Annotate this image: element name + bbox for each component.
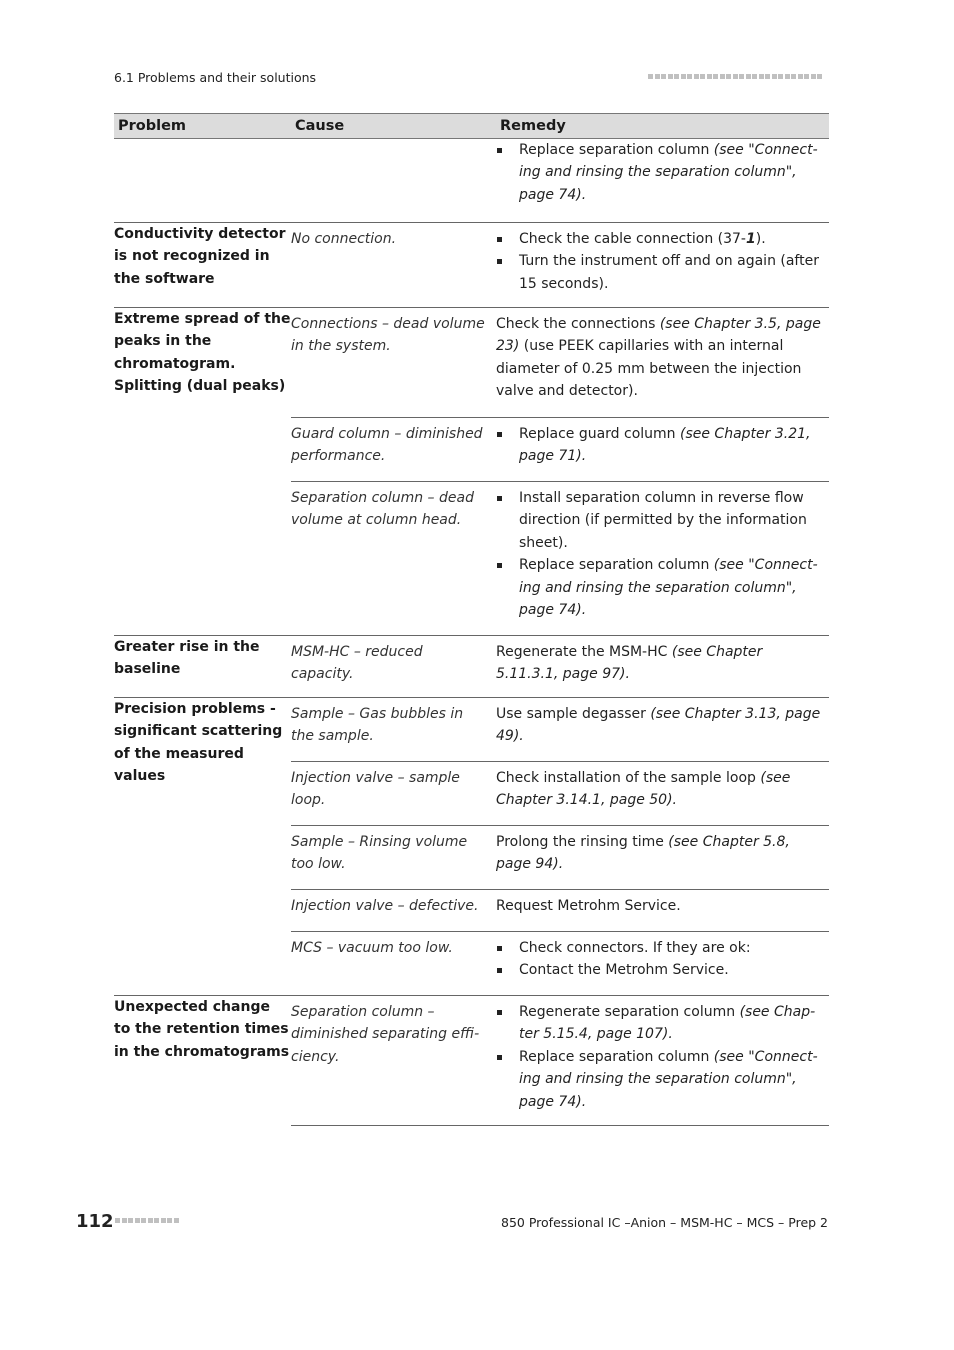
cause-cell: No connection. bbox=[291, 230, 397, 247]
remedy-item: Replace separation column (see "Connecting and rinsing the separation column", page 74). bbox=[496, 554, 825, 622]
running-header: 6.1 Problems and their solutions bbox=[114, 70, 317, 85]
header-decoration-dots bbox=[648, 74, 822, 79]
remedy-item: Contact the Metrohm Service. bbox=[496, 959, 825, 982]
cause-cell: Separation column – dead volume at column head. bbox=[291, 489, 474, 528]
remedy-cell: Regenerate the MSM-HC (see Chapter 5.11.3.1, page 97). bbox=[496, 643, 763, 682]
remedy-cell: Prolong the rinsing time (see Chapter 5.8, page 94). bbox=[496, 833, 790, 872]
problem-cell: Conductivity detector is not recognized in the software bbox=[114, 222, 291, 307]
remedy-item: Check connectors. If they are ok: bbox=[496, 937, 825, 960]
table-row bbox=[114, 307, 829, 635]
problem-cell: Extreme spread of the peaks in the chromatogram. Splitting (dual peaks) bbox=[114, 307, 291, 635]
remedy-cell: Use sample degasser (see Chapter 3.13, page 49). bbox=[496, 705, 821, 744]
table-header-row bbox=[114, 114, 829, 139]
remedy-item: Check the cable connection (37-1). bbox=[496, 228, 825, 251]
remedy-cell: Request Metrohm Service. bbox=[496, 897, 681, 914]
problem-cell: Greater rise in the baseline bbox=[114, 635, 291, 697]
header-cause: Cause bbox=[291, 114, 496, 139]
cause-cell: Separation column – diminished separating efficiency. bbox=[291, 1003, 480, 1065]
cause-cell: Sample – Gas bubbles in the sample. bbox=[291, 705, 464, 744]
table-row bbox=[114, 222, 829, 307]
table-row bbox=[114, 697, 829, 995]
header-remedy: Remedy bbox=[496, 114, 829, 139]
cause-cell: MCS – vacuum too low. bbox=[291, 939, 453, 956]
remedy-item: Install separation column in reverse flow direction (if permitted by the information sheet). bbox=[496, 487, 825, 555]
remedy-item: Turn the instrument off and on again (after 15 seconds). bbox=[496, 250, 825, 295]
cause-cell: Injection valve – defective. bbox=[291, 897, 479, 914]
problem-cell: Precision problems - significant scattering of the measured values bbox=[114, 697, 291, 995]
remedy-item: Replace guard column (see Chapter 3.21, page 71). bbox=[496, 423, 825, 468]
footer-decoration-dots bbox=[115, 1218, 179, 1223]
cause-cell: Sample – Rinsing volume too low. bbox=[291, 833, 468, 872]
troubleshooting-table bbox=[114, 113, 829, 1126]
table-row bbox=[114, 138, 829, 222]
table-row bbox=[114, 995, 829, 1126]
cause-cell: Injection valve – sample loop. bbox=[291, 769, 460, 808]
header-problem: Problem bbox=[114, 114, 291, 139]
remedy-item: Regenerate separation column (see Chapter 5.15.4, page 107). bbox=[496, 1001, 825, 1046]
remedy-item: Replace separation column (see "Connecting and rinsing the separation column", page 74). bbox=[496, 1046, 825, 1114]
product-name: 850 Professional IC –Anion – MSM-HC – MCS – Prep 2 bbox=[501, 1215, 828, 1230]
cause-cell: MSM-HC – reduced capacity. bbox=[291, 643, 423, 682]
problem-cell: Unexpected change to the retention times in the chromatograms bbox=[114, 998, 290, 1060]
remedy-item: Replace separation column (see "Connecting and rinsing the separation column", page 74). bbox=[496, 139, 825, 207]
remedy-cell: Check the connections (see Chapter 3.5, page 23) (use PEEK capillaries with an internal diameter of 0.25 mm between the injection valve and detector). bbox=[496, 315, 821, 399]
page-number: 112 bbox=[76, 1211, 114, 1232]
cause-cell: Guard column – diminished performance. bbox=[291, 425, 483, 464]
table-row bbox=[114, 635, 829, 697]
cause-cell: Connections – dead volume in the system. bbox=[291, 315, 485, 354]
remedy-cell: Check installation of the sample loop (see Chapter 3.14.1, page 50). bbox=[496, 769, 791, 808]
